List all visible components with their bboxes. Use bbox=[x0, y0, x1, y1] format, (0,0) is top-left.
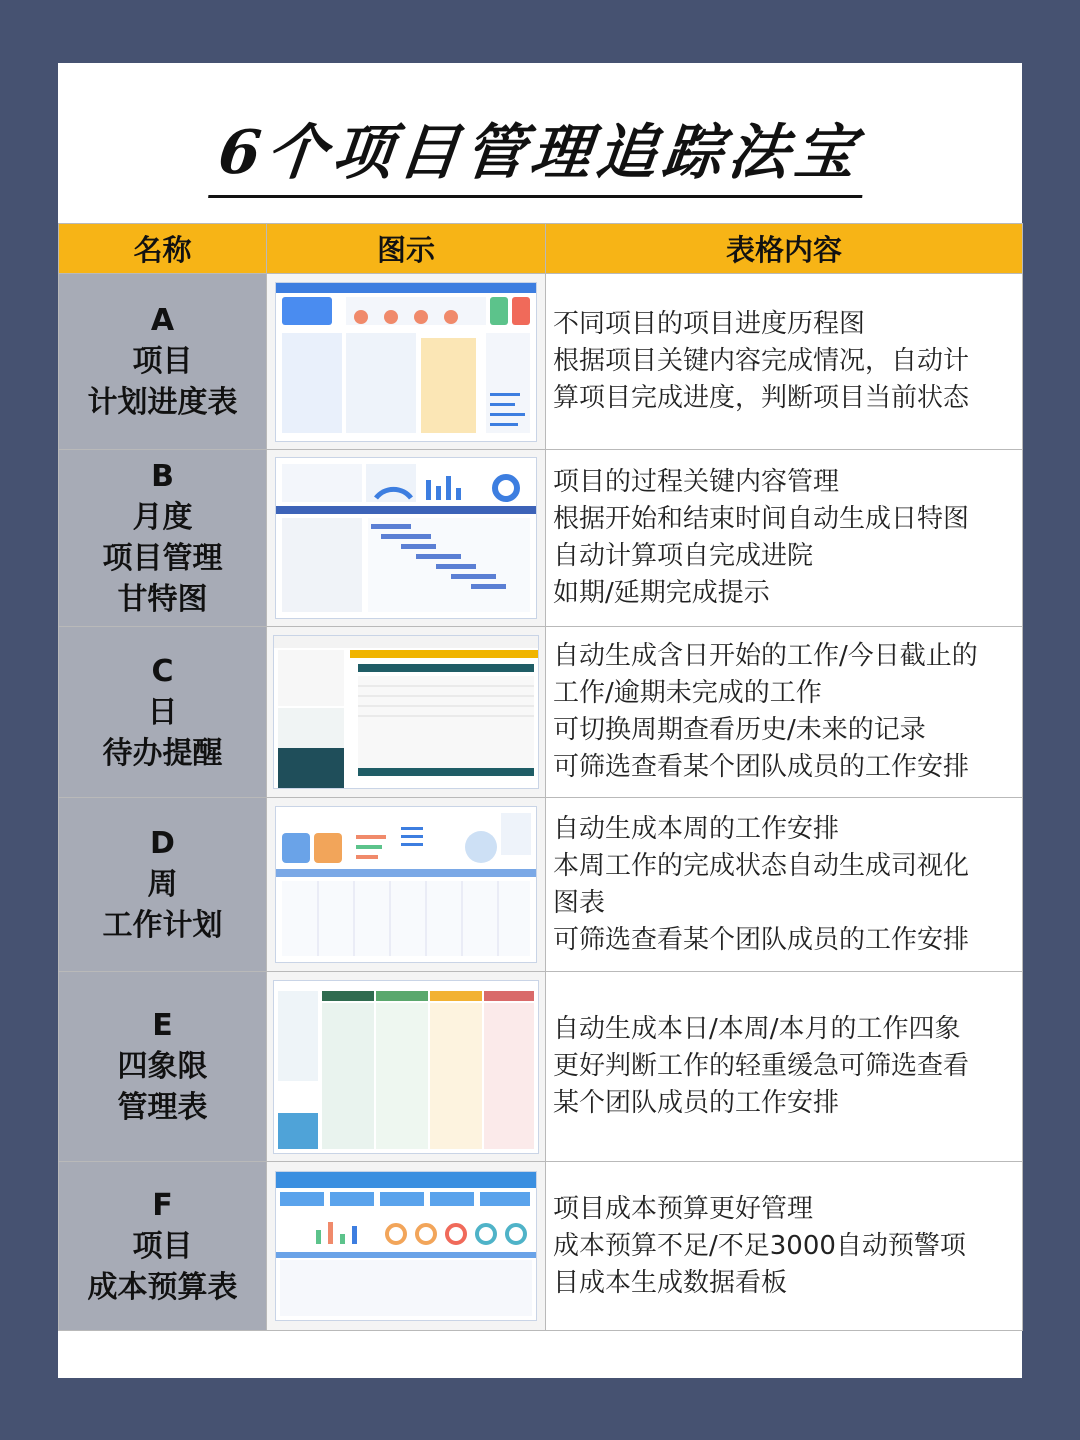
row-name-line: 项目 bbox=[132, 1228, 193, 1264]
row-letter: B bbox=[151, 459, 174, 494]
table-row bbox=[59, 798, 1023, 972]
content-line: 可筛选查看某个团队成员的工作安排 bbox=[553, 752, 970, 782]
row-thumbnail-cell bbox=[267, 972, 546, 1162]
row-name-line: 成本预算表 bbox=[87, 1269, 238, 1305]
row-name-line: 待办提醒 bbox=[102, 735, 223, 771]
page-title: 6个项目管理追踪法宝 bbox=[208, 105, 872, 198]
table-row bbox=[59, 627, 1023, 798]
weekly-plan-thumbnail bbox=[275, 806, 537, 963]
table-row bbox=[59, 1162, 1023, 1331]
content-line: 自动计算项自完成进院 bbox=[553, 541, 814, 571]
row-letter: A bbox=[150, 303, 175, 338]
row-name-line: 周 bbox=[147, 867, 178, 902]
row-content bbox=[546, 972, 1023, 1162]
content-line: 不同项目的项目进度历程图 bbox=[553, 309, 866, 339]
table-row bbox=[59, 274, 1023, 450]
content-card bbox=[58, 63, 1022, 1378]
row-thumbnail-cell bbox=[267, 627, 546, 798]
gantt-chart-thumbnail bbox=[275, 457, 537, 619]
row-letter: F bbox=[152, 1187, 173, 1223]
row-letter: E bbox=[152, 1008, 173, 1043]
header-name: 名称 bbox=[59, 224, 267, 274]
row-letter: D bbox=[150, 826, 175, 861]
content-line: 本周工作的完成状态自动生成司视化 bbox=[553, 850, 970, 881]
row-content bbox=[546, 274, 1023, 450]
row-name-line: 日 bbox=[147, 694, 178, 730]
table-header-row bbox=[59, 224, 1023, 274]
row-thumbnail-cell bbox=[267, 1162, 546, 1331]
row-content bbox=[546, 798, 1023, 972]
content-line: 目成本生成数据看板 bbox=[553, 1267, 788, 1298]
row-name-line: 管理表 bbox=[117, 1090, 208, 1125]
row-thumbnail-cell bbox=[267, 274, 546, 450]
header-content: 表格内容 bbox=[546, 224, 1023, 274]
content-line: 更好判断工作的轻重缓急可筛选查看 bbox=[553, 1051, 970, 1081]
row-thumbnail-cell bbox=[267, 450, 546, 627]
header-image: 图示 bbox=[267, 224, 546, 274]
content-line: 根据开始和结束时间自动生成日特图 bbox=[553, 504, 970, 534]
content-line: 可切换周期查看历史/未来的记录 bbox=[553, 715, 926, 745]
table-row bbox=[59, 450, 1023, 627]
row-content bbox=[546, 627, 1023, 798]
row-name-line: 项目管理 bbox=[102, 541, 223, 576]
table-row bbox=[59, 972, 1023, 1162]
row-thumbnail-cell bbox=[267, 798, 546, 972]
content-line: 项目成本预算更好管理 bbox=[553, 1193, 814, 1224]
content-line: 图表 bbox=[553, 887, 606, 918]
tools-table bbox=[58, 223, 1023, 1331]
row-name-line: 月度 bbox=[132, 500, 193, 535]
daily-todo-thumbnail bbox=[273, 635, 539, 789]
content-line: 如期/延期完成提示 bbox=[553, 578, 770, 608]
content-line: 根据项目关键内容完成情况，自动计 bbox=[553, 346, 970, 376]
row-name-line: 项目 bbox=[132, 344, 193, 379]
cost-budget-thumbnail bbox=[275, 1171, 537, 1321]
row-name bbox=[59, 798, 267, 972]
content-line: 自动生成含日开始的工作/今日截止的 bbox=[553, 641, 978, 671]
quadrant-table-thumbnail bbox=[273, 980, 539, 1154]
row-name-line: 工作计划 bbox=[102, 908, 223, 943]
row-content bbox=[546, 1162, 1023, 1331]
row-name-line: 甘特图 bbox=[117, 582, 208, 617]
content-line: 算项目完成进度，判断项目当前状态 bbox=[553, 383, 970, 413]
content-line: 自动生成本周的工作安排 bbox=[553, 813, 840, 844]
row-name bbox=[59, 972, 267, 1162]
row-content bbox=[546, 450, 1023, 627]
row-name-line: 四象限 bbox=[117, 1049, 208, 1084]
content-line: 成本预算不足/不足3000自动预警项 bbox=[553, 1230, 966, 1261]
content-line: 工作/逾期未完成的工作 bbox=[553, 678, 822, 708]
row-name-line: 计划进度表 bbox=[87, 385, 238, 420]
project-schedule-thumbnail bbox=[275, 282, 537, 442]
content-line: 可筛选查看某个团队成员的工作安排 bbox=[553, 924, 970, 955]
row-name bbox=[59, 627, 267, 798]
content-line: 项目的过程关键内容管理 bbox=[553, 467, 840, 497]
row-name bbox=[59, 1162, 267, 1331]
title-area bbox=[58, 63, 1022, 223]
content-line: 某个团队成员的工作安排 bbox=[553, 1088, 840, 1118]
row-letter: C bbox=[151, 653, 174, 689]
content-line: 自动生成本日/本周/本月的工作四象 bbox=[553, 1014, 961, 1044]
row-name bbox=[59, 450, 267, 627]
row-name bbox=[59, 274, 267, 450]
